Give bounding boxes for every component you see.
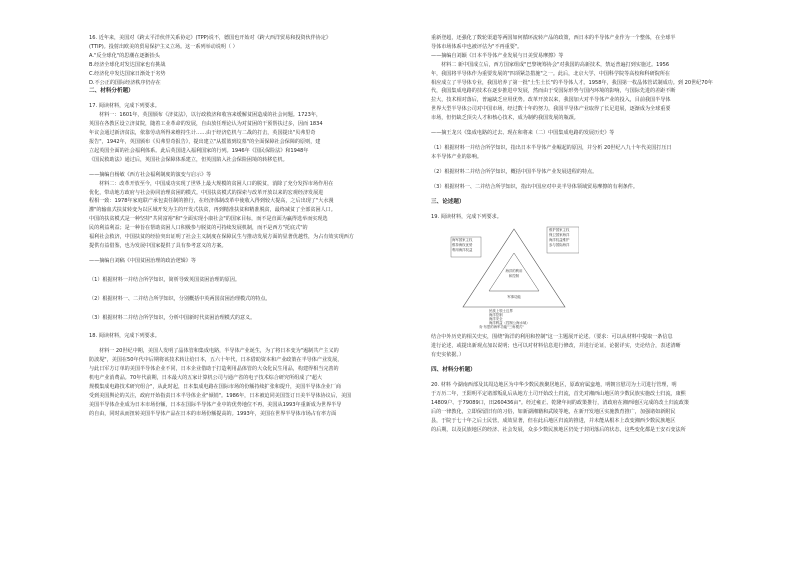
text-line: 材料一：1601年，英国颁布《济贫法》，以行政救济和收容来缓解贫困造成的社会问题。1723年， — [99, 112, 322, 119]
left-block-label-3: 利用海洋权益 — [452, 248, 473, 253]
question-16 — [89, 34, 415, 87]
text-line: 导体市场体系中也被评估为"不再重要"。 — [431, 43, 523, 50]
sub-question: 本半导体产业的影响。 — [431, 153, 482, 160]
text-line: 英国在各教区设立济贫院，随着工业革命的发展，自由放任理论认为对贫困的干预帮扶过多，因而 1834 — [89, 121, 323, 128]
text-line: 有史实依据。） — [431, 352, 465, 359]
option-b: B.经济全球化对发达国家也有挑战 — [89, 61, 166, 68]
text-line: 后的一律教化，立即保留旧有的习俗，如新湖湘籍和武陵等地，在新开发地区实施教育推广，加强诸如新附民 — [431, 408, 676, 415]
text-line: 立起英国全面的社会福利体系。此后英国进入福利国家的行列。1946年《国民保险法》和1948年 — [89, 147, 309, 154]
text-line: 县，于院于七十年之后土民营，成效显著，但在此后地区归流的推进，并未能从根本上改变湘西少数民族地区 — [431, 417, 676, 424]
text-line: 结合中外历史的相关史实，围绕"海洋的利用和控制"这一主题展开论述。（要求：可以从材料中提取一条信息 — [431, 334, 673, 341]
question-title: 17. 阅读材料，完成下列要求。 — [89, 103, 160, 110]
text-line: 重新登超，还强化了数轮渠道等两国如何循环流转产品的政策，西日本的半导体产业作为一个整体，在全球半 — [431, 35, 676, 41]
right-block-label-4: 参与国际海洋 — [549, 243, 570, 248]
left-block-label-1: 海军国家主权 — [452, 238, 473, 243]
text-line: 受到美国舆论的关注，政府开始指责日本半导体企业"倾销"。1986年，日本被迫同美国签订日美半导体协议后，美国 — [89, 392, 352, 399]
text-line: (TTIP)。投射出欧美的贸易保护主义立场。这一系列举动说明（ ） — [89, 43, 238, 50]
text-line: 年议会通过新济贫法，依靠劳动所得来维持生计……由于经济危机与二战的打击，英国提出"贝弗里奇 — [89, 130, 316, 137]
section-heading: 二、材料分析题） — [89, 88, 134, 95]
text-line: 规模集成电路技术研究组合"，从此时起，日本集成电路在国际市场的份额持续扩张和提升，美国半导体企业厂商 — [89, 384, 341, 390]
text-line: 14809户、于79089口，田260436亩"。经过雍正、乾隆年间的政策推行，清政府在湘西地区完成的改土归流政策 — [431, 399, 689, 406]
text-line: 机电产业消费品。70年代前期，日本最大的五家计算机公司与通产省的电子技术综合研究所组成了"超大 — [89, 375, 322, 382]
text-line: 报告"，1942年，英国颁布《贝弗里奇报告》，提出建立"从摇篮到坟墓"的全面保障社会保障的原则，建 — [89, 138, 321, 145]
text-line: 代，我国集成电路的技术在逐步推进中发展，然而由于受国际形势与国内环境的影响，与国际先进的差距不断 — [431, 88, 676, 95]
text-line: 防波堤"，美国在50年代中后期将该技术转让给日本，五六十年代，日本借助资本和产业政策在半导体产业发展， — [89, 357, 343, 364]
text-line: 进行论述，或提出新观点加以说明；也可以对材料信息进行修改，并进行论证，论据详实，史论结合，表述清晰 — [431, 343, 681, 350]
option-a: A."反全球化"的思潮在逐渐抬头 — [89, 52, 160, 59]
text-line: 民的利益利益；是一种旨在帮助贫困人口积极参与脱贫的可持续发展机制，而不是西方"托底式"的 — [89, 225, 308, 232]
text-line: 于万历二年，王阳明平定诸部叛乱后从地方土司开始改土归流，首先对湘西山地区的少数民族实施改土归流，康熙 — [431, 390, 686, 397]
text-line: 《国民救助法》通过后，英国社会保障体系建立，但英国陷入社会保险困境的转移危机。 — [89, 156, 288, 163]
sub-question: （1）根据材料一并结合所学知识，简析导致英国贫困治理的原因。 — [89, 276, 240, 283]
text-line: 材料二：改革开放至今，中国成功实现了世界上最大规模的贫困人口的脱贫，消除了充分发挥市场作用在 — [99, 180, 334, 187]
text-line: 年，我国将半导体作为重要发展的"四项紧急措施"之一。此后，北京大学、中国科学院等高校和科研院所在 — [431, 70, 671, 77]
sub-question: （2）根据材料二并结合所学知识，概括中国半导体产业发展进程的特点。 — [431, 168, 598, 175]
sub-question: （2）根据材料一、二并结合所学知识，分别概括中英两国贫困治理模式的特点。 — [89, 295, 271, 302]
military-function-label: 军事功能 — [507, 295, 521, 300]
text-line: 相应成立了半导体专业，我国培养了第一批"土生土长"的半导体人才。1958年，我国第一枚晶体管试制成功。到 20世纪70年 — [431, 79, 713, 86]
diagram-caption: 肯·布思的海军功能"三角模式" — [479, 325, 524, 330]
text-line: 拉大，技术相对落后，普遍缺乏应用优势。改革开放以来，我国加大对半导体产业的投入，目前我国半导体 — [431, 97, 671, 104]
option-d: D.不公正的国际经济秩序仍存在 — [89, 79, 161, 86]
bottom-block-label-2: 海洋控制 — [489, 313, 503, 318]
section-heading: 四、材料分析题） — [431, 367, 476, 374]
navy-triangle-diagram — [449, 223, 579, 329]
right-block-label-1: 维护国家主权 — [549, 228, 570, 233]
section-heading: 三、论述题） — [431, 198, 465, 205]
source-citation: ——摘编自刘稿《中国贫困治理的政治逻辑》等 — [89, 257, 196, 264]
option-c: C.经济化中发达国家日渐处于劣势 — [89, 70, 166, 77]
source-citation: ——摘王龙兴《集成电路的过去、现在和将来（二）中国集成电路的发展历史》等 — [431, 130, 615, 137]
text-line: 材料一 20世纪中期，美国人发明了晶体管和集成电路，半导体产业诞生，为了将日本变为"遏制共产主义的 — [99, 348, 339, 355]
bottom-block-label-4: 海洋利益（控制公海水域） — [489, 321, 530, 326]
text-line: 的自由，同时从而扭转美国半导体产品在日本的市场份额提高的。1993年，美国在世界半导体市场占有率方面 — [89, 410, 337, 417]
text-line: 20. 材料 今湖南西部及其周边地区为中华少数民族聚居地区，原政府属蛮地，明朝宣慰司为土司进行管理，明 — [431, 382, 677, 389]
right-column — [431, 34, 756, 434]
left-column — [89, 34, 415, 419]
text-line: 16. 近年来，美国对《跨太平洋伙伴关系协定》(TPP)说不，德国也开始对《跨大西洋贸易和投资伙伴协定》 — [89, 35, 331, 41]
text-line: 中国的扶贫模式是一种坚持"共同富裕"和"全面实现小康社会"的国家目标，而不是直面为赢得选举而实现选 — [89, 216, 328, 223]
question-18 — [89, 332, 415, 418]
text-line: 世界大型半导体公司对中国市场，经过数十年的努力，我国半导体产业取得了长足进展，逐渐成为全球重要 — [431, 106, 671, 113]
source-citation: ——摘编自刘颖《日本半导体产业发展与日美贸易摩擦》等 — [431, 52, 564, 59]
sub-question: （3）根据材料一、二并结合所学知识，指出中国应对中美半导体领域贸易摩擦的有利条件。 — [431, 183, 638, 190]
bottom-block-label-1: 民族上领土边界 — [489, 309, 513, 314]
right-block-label-2: 保卫国家海洋 — [549, 233, 570, 238]
center-label-2: 和控制 — [508, 274, 520, 279]
text-line: 市场，但仍缺乏顶尖人才和核心技术，成为制约我国发展的瓶颈。 — [431, 115, 579, 122]
text-line: 提供有益借鉴，也为发展中国家提供了具有参考意义的方案。 — [89, 242, 227, 249]
bottom-block-label-3: 海洋安全 — [489, 317, 503, 322]
left-block-label-2: 维持海权优势 — [452, 243, 473, 248]
sub-question: （3）根据材料二并结合所学知识，分析中国新时代贫困治理模式的意义。 — [89, 314, 256, 321]
text-line: 福利社会救济，中国扶贫的经验突出证明了社会主义制度在保障民生与推动发展方面的显著优越性，为占有效实现西方 — [89, 234, 354, 241]
question-17 — [89, 102, 415, 322]
question-title: 19. 阅读材料，完成下列要求。 — [431, 213, 502, 220]
text-line: 的后期，以及民族地区的经济、社会发展，众多少数民族地区仍处于封闭落后的状态，这些变化都是王安石变法所 — [431, 426, 686, 433]
right-block-label-3: 海洋权益维护 — [549, 238, 570, 243]
text-line: 灌"的输血式扶贫转变为以区域开发为主的开发式扶贫，再到精准扶贫和精准脱贫，最终减贫了全部贫困人口。 — [89, 207, 336, 214]
text-line: 优化，带动地方政府与社会协同治理贫困的模式。中国扶贫模式的探索与改革开放以来的宏观经济发展进 — [89, 189, 324, 196]
text-line: 美国半导体企业成为日本市场份额，日本在国际半导体产业中的优势地位不再，美国从1993年重新成为世界半导 — [89, 401, 342, 408]
question-title: 18. 阅读材料，完成下列要求。 — [89, 333, 160, 340]
sub-question: （1）根据材料一并结合所学知识，指出日本半导体产业崛起的原因，并分析 20世纪八九十年代美国打压日 — [431, 144, 672, 151]
center-label-1: 海洋的利用 — [505, 269, 523, 274]
text-line: 与此日军方订单的美国半导体企业不同，日本企业借助于打造利用晶体管的大众化民生用品，构建得相当完善的 — [89, 366, 339, 373]
text-line: 程相一致：1978年家庭联产承包责任制的推行，在经济体制改革中使收入得到较大提高，之后出现了"大水漫 — [89, 198, 334, 205]
text-line: 材料二 新中国成立后，西方国家组成"巴黎统筹协会"对我国的高新技术，禁运普遍打到实施过。1956 — [441, 61, 670, 68]
source-citation: ——摘编自杨敏《西方社会福利制度的演变与启示》等 — [89, 171, 212, 178]
